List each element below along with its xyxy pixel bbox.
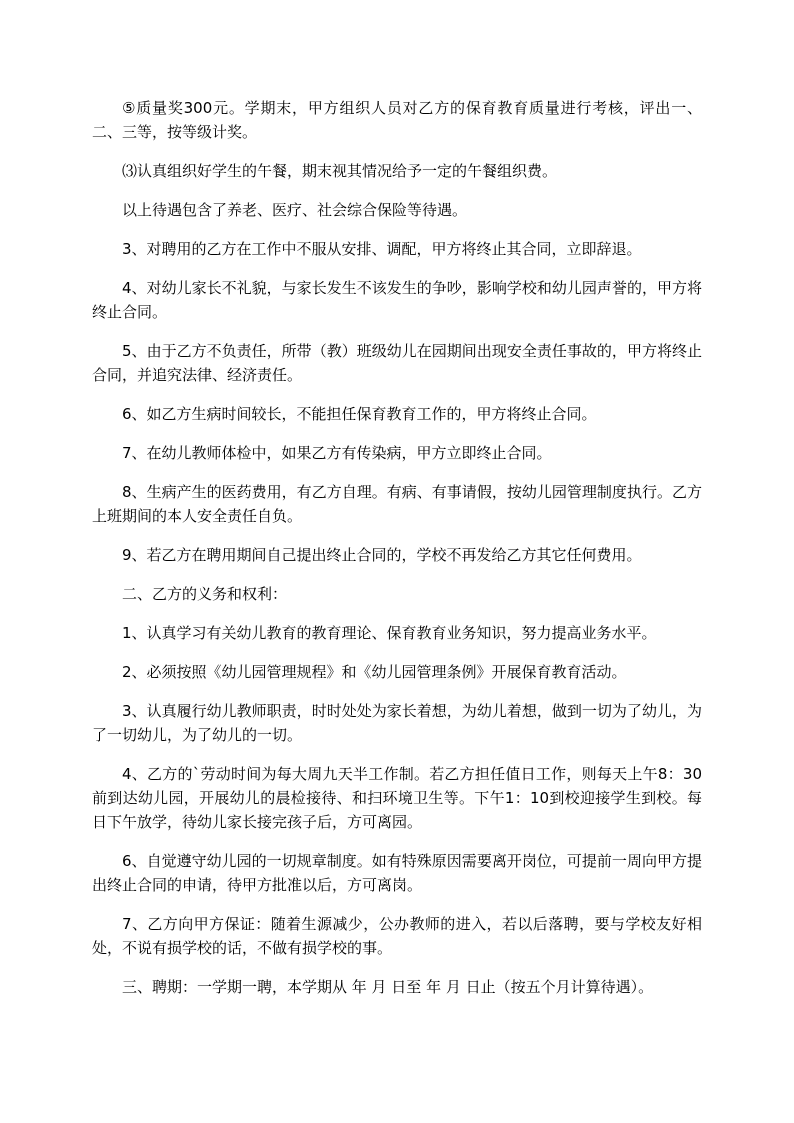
section-heading-obligations: 二、乙方的义务和权利：: [122, 585, 288, 603]
document-page: [92, 96, 702, 1014]
paragraph-obligation-1: 1、认真学习有关幼儿教育的教育理论、保育教育业务知识，努力提高业务水平。: [122, 624, 657, 642]
paragraph-insurance: 以上待遇包含了养老、医疗、社会综合保险等待遇。: [122, 201, 468, 219]
paragraph-clause-6: 6、如乙方生病时间较长，不能担任保育教育工作的，甲方将终止合同。: [122, 405, 597, 423]
paragraph-clause-5: 5、由于乙方不负责任，所带（教）班级幼儿在园期间出现安全责任事故的，甲方将终止合同，并追究法律、经济责任。: [92, 342, 702, 384]
paragraph-obligation-2: 2、必须按照《幼儿园管理规程》和《幼儿园管理条例》开展保育教育活动。: [122, 663, 627, 681]
paragraph-clause-7: 7、在幼儿教师体检中，如果乙方有传染病，甲方立即终止合同。: [122, 444, 552, 462]
paragraph-obligation-7: 7、乙方向甲方保证：随着生源减少，公办教师的进入，若以后落聘，要与学校友好相处，不说有损学校的话，不做有损学校的事。: [92, 915, 702, 957]
paragraph-clause-4: 4、对幼儿家长不礼貌，与家长发生不该发生的争吵，影响学校和幼儿园声誉的，甲方将终止合同。: [92, 279, 702, 321]
paragraph-quality-award: ⑤质量奖300元。学期末，甲方组织人员对乙方的保育教育质量进行考核，评出一、二、三等，按等级计奖。: [92, 99, 702, 141]
paragraph-obligation-3: 3、认真履行幼儿教师职责，时时处处为家长着想，为幼儿着想，做到一切为了幼儿，为了一切幼儿，为了幼儿的一切。: [92, 702, 702, 744]
section-heading-term: 三、聘期：一学期一聘，本学期从 年 月 日至 年 月 日止（按五个月计算待遇）。: [122, 978, 654, 996]
paragraph-lunch-fee: ⑶认真组织好学生的午餐，期末视其情况给予一定的午餐组织费。: [122, 162, 558, 180]
paragraph-clause-9: 9、若乙方在聘用期间自己提出终止合同的，学校不再发给乙方其它任何费用。: [122, 546, 642, 564]
paragraph-obligation-4: 4、乙方的`劳动时间为每大周九天半工作制。若乙方担任值日工作，则每天上午8：30前到达幼儿园，开展幼儿的晨检接待、和扫环境卫生等。下午1：10到校迎接学生到校。每日下午放学，待幼儿家长接完孩子后，方可离园。: [92, 765, 702, 831]
paragraph-obligation-6: 6、自觉遵守幼儿园的一切规章制度。如有特殊原因需要离开岗位，可提前一周向甲方提出终止合同的申请，待甲方批准以后，方可离岗。: [92, 852, 702, 894]
paragraph-clause-8: 8、生病产生的医药费用，有乙方自理。有病、有事请假，按幼儿园管理制度执行。乙方上班期间的本人安全责任自负。: [92, 483, 702, 525]
paragraph-clause-3: 3、对聘用的乙方在工作中不服从安排、调配，甲方将终止其合同，立即辞退。: [122, 240, 642, 258]
